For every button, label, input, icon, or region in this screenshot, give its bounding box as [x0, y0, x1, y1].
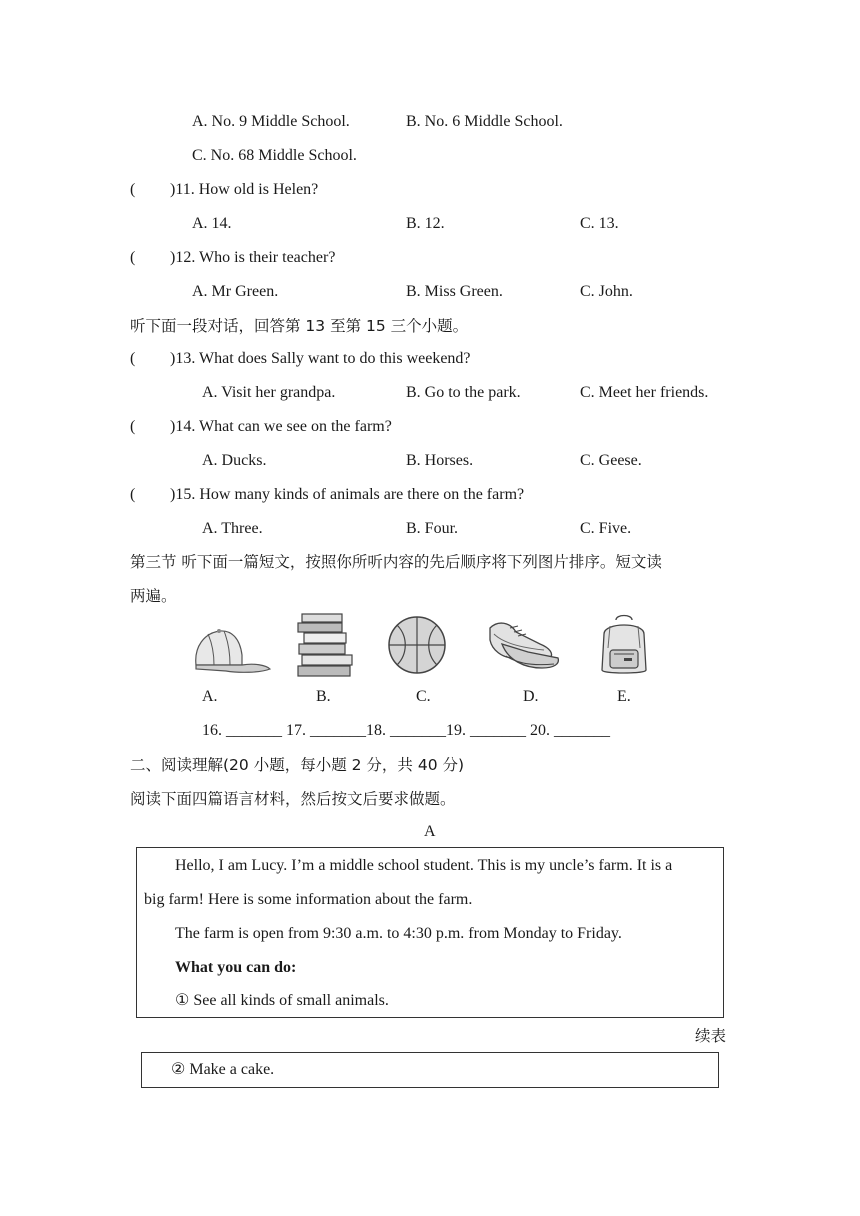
q10-option-b: B. No. 6 Middle School. [406, 113, 563, 130]
q13-paren: ( [130, 350, 136, 367]
section3-instruction-line2: 两遍。 [130, 587, 177, 605]
part2-instruction: 阅读下面四篇语言材料，然后按文后要求做题。 [130, 790, 456, 808]
q15-option-b: B. Four. [406, 520, 459, 537]
dialog-instruction: 听下面一段对话，回答第 13 至第 15 三个小题。 [130, 317, 469, 335]
q12-paren: ( [130, 249, 136, 266]
q15-option-c: C. Five. [580, 520, 632, 537]
q15-option-a: A. Three. [202, 520, 263, 537]
q14-paren: ( [130, 418, 136, 435]
q14-option-a: A. Ducks. [202, 452, 267, 469]
passage-a-label: A [424, 823, 436, 840]
picture-label-c: C. [416, 688, 431, 705]
picture-label-e: E. [617, 688, 631, 705]
q10-option-c: C. No. 68 Middle School. [192, 147, 357, 164]
q12-option-c: C. John. [580, 283, 633, 300]
q11-paren: ( [130, 181, 136, 198]
q14-question: )14. What can we see on the farm? [170, 418, 392, 435]
q12-option-a: A. Mr Green. [192, 283, 279, 300]
backpack-icon [596, 612, 652, 678]
q11-option-c: C. 13. [580, 215, 619, 232]
answer-blanks: 16. _______ 17. _______18. _______19. _______ 20. _______ [202, 722, 610, 739]
cap-icon [190, 625, 274, 675]
passage-a-item1: ① See all kinds of small animals. [175, 992, 389, 1009]
books-icon [296, 612, 356, 678]
q13-option-a: A. Visit her grandpa. [202, 384, 336, 401]
picture-label-b: B. [316, 688, 331, 705]
q12-question: )12. Who is their teacher? [170, 249, 336, 266]
q13-option-b: B. Go to the park. [406, 384, 521, 401]
q13-option-c: C. Meet her friends. [580, 384, 709, 401]
passage-a-line2: big farm! Here is some information about the farm. [144, 891, 473, 908]
q10-option-a: A. No. 9 Middle School. [192, 113, 350, 130]
basketball-icon [386, 614, 448, 676]
q15-paren: ( [130, 486, 136, 503]
q11-option-b: B. 12. [406, 215, 445, 232]
picture-label-d: D. [523, 688, 539, 705]
q11-option-a: A. 14. [192, 215, 232, 232]
q12-option-b: B. Miss Green. [406, 283, 503, 300]
q15-question: )15. How many kinds of animals are there on the farm? [170, 486, 525, 503]
passage-a-heading: What you can do: [175, 959, 297, 976]
passage-a-item2: ② Make a cake. [171, 1061, 275, 1078]
q14-option-b: B. Horses. [406, 452, 474, 469]
q13-question: )13. What does Sally want to do this weekend? [170, 350, 471, 367]
part2-heading: 二、阅读理解(20 小题，每小题 2 分，共 40 分) [130, 756, 465, 774]
q14-option-c: C. Geese. [580, 452, 642, 469]
continued-label: 续表 [695, 1027, 727, 1045]
sneakers-icon [484, 614, 562, 676]
passage-a-line1: Hello, I am Lucy. I’m a middle school student. This is my uncle’s farm. It is a [175, 857, 673, 874]
picture-label-a: A. [202, 688, 218, 705]
q11-question: )11. How old is Helen? [170, 181, 319, 198]
section3-instruction-line1: 第三节 听下面一篇短文，按照你所听内容的先后顺序将下列图片排序。短文读 [130, 553, 662, 571]
passage-a-line3: The farm is open from 9:30 a.m. to 4:30 p.m. from Monday to Friday. [175, 925, 622, 942]
